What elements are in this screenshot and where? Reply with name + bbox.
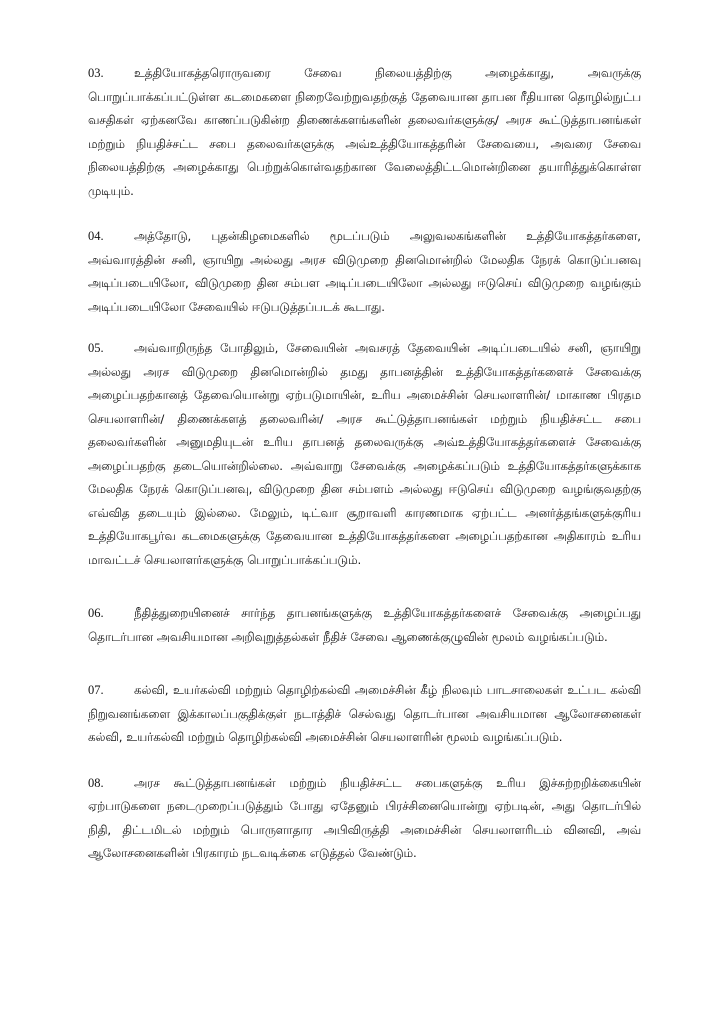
document-page [88,62,641,866]
paragraph-text: அவ்வாறிருந்த போதிலும், சேவையின் அவசரத் தேவையின் அடிப்படையில் சனி, ஞாயிறு அல்லது அரச விடுமுறை தினமொன்றில் தமது தாபனத்தின் உத்தியோகத்தர்களைச் சேவைக்கு அழைப்பதற்கானத் தேவையொன்று ஏற்படுமாயின், உரிய அமைச்சின் செயலாளரின்/ மாகாண பிரதம செயலாளரின்/ திணைக்களத் தலைவரின்/ அரச கூட்டுத்தாபனங்கள் மற்றும் நியதிச்சட்ட சபை தலைவர்களின் அனுமதியுடன் உரிய தாபனத் தலைவருக்கு அவ்உத்தியோகத்தர்களைச் சேவைக்கு அழைப்பதற்கு தடையொன்றில்லை. அவ்வாறு சேவைக்கு அழைக்கப்படும் உத்தியோகத்தர்களுக்காக மேலதிக நேரக் கொடுப்பனவு, விடுமுறை தின சம்பளம் அல்லது ஈடுசெய் விடுமுறை வழங்குவதற்கு எவ்வித தடையும் இல்லை. மேலும், டிட்வா சூறாவளி காரணமாக ஏற்பட்ட அனர்த்தங்களுக்குரிய உத்தியோகபூர்வ கடமைகளுக்கு தேவையான உத்தியோகத்தர்களை அழைப்பதற்கான அதிகாரம் உரிய மாவட்டச் செயலாளர்களுக்கு பொறுப்பாக்கப்படும். [88,341,641,567]
paragraph-03 [88,62,641,203]
paragraph-text: உத்தியோகத்தரொருவரை சேவை நிலையத்திற்கு அழைக்காது, அவருக்கு பொறுப்பாக்கப்பட்டுள்ள கடமைகளை நிறைவேற்றுவதற்குத் தேவையான தாபன ரீதியான தொழில்நுட்ப வசதிகள் ஏற்கனவே காணப்படுகின்ற திணைக்களங்களின் தலைவர்களுக்கு/ அரச கூட்டுத்தாபனங்கள் மற்றும் நியதிச்சட்ட சபை தலைவர்களுக்கு அவ்உத்தியோகத்தரின் சேவையை, அவரை சேவை நிலையத்திற்கு அழைக்காது பெற்றுக்கொள்வதற்கான வேலைத்திட்டமொன்றினை தயாரித்துக்கொள்ள முடியும். [88,66,641,198]
paragraph-07 [88,679,641,750]
paragraph-text: அரச கூட்டுத்தாபனங்கள் மற்றும் நியதிச்சட்ட சபைகளுக்கு உரிய இச்சுற்றறிக்கையின் ஏற்பாடுகளை நடைமுறைப்படுத்தும் போது ஏதேனும் பிரச்சினையொன்று ஏற்படின், அது தொடர்பில் நிதி, திட்டமிடல் மற்றும் பொருளாதார அபிவிருத்தி அமைச்சின் செயலாளரிடம் வினவி, அவ் ஆலோசனைகளின் பிரகாரம் நடவடிக்கை எடுத்தல் வேண்டும். [88,775,641,860]
paragraph-06 [88,602,641,649]
paragraph-number: 07. [88,683,104,697]
paragraph-08 [88,772,641,866]
paragraph-text: கல்வி, உயர்கல்வி மற்றும் தொழிற்கல்வி அமைச்சின் கீழ் நிலவும் பாடசாலைகள் உட்பட கல்வி நிறுவனங்களை இக்காலப்பகுதிக்குள் நடாத்திச் செல்வது தொடர்பான அவசியமான ஆலோசனைகள் கல்வி, உயர்கல்வி மற்றும் தொழிற்கல்வி அமைச்சின் செயலாளரின் மூலம் வழங்கப்படும். [88,683,641,744]
paragraph-text: அத்தோடு, புதன்கிழமைகளில் மூடப்படும் அலுவலகங்களின் உத்தியோகத்தர்களை, அவ்வாரத்தின் சனி, ஞாயிறு அல்லது அரச விடுமுறை தினமொன்றில் மேலதிக நேரக் கொடுப்பனவு அடிப்படையிலோ, விடுமுறை தின சம்பள அடிப்படையிலோ அல்லது ஈடுசெய் விடுமுறை வழங்கும் அடிப்படையிலோ சேவையில் ஈடுபடுத்தப்படக் கூடாது. [88,229,641,314]
paragraph-number: 05. [88,341,104,355]
paragraph-number: 04. [88,229,104,243]
paragraph-number: 06. [88,606,104,620]
paragraph-number: 08. [88,775,104,790]
paragraph-number: 03. [88,66,104,80]
paragraph-05 [88,337,641,572]
paragraph-04 [88,225,641,319]
paragraph-text: நீதித்துறையினைச் சார்ந்த தாபனங்களுக்கு உத்தியோகத்தர்களைச் சேவைக்கு அழைப்பது தொடர்பான அவசியமான அறிவுறுத்தல்கள் நீதிச் சேவை ஆணைக்குழுவின் மூலம் வழங்கப்படும். [88,606,641,644]
